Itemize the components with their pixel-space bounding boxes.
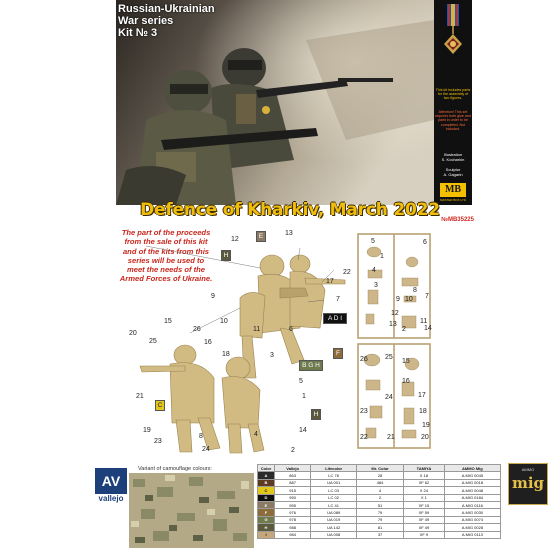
table-cell: A.MIG 0045 (444, 472, 500, 479)
color-code-cell: D (258, 494, 275, 501)
color-label-adi: A D I (323, 313, 347, 324)
color-code-cell: C (258, 487, 275, 494)
part-number-15: 15 (164, 318, 172, 325)
color-code-cell: G (258, 516, 275, 523)
color-label-h: H (221, 250, 231, 261)
part-number-19: 19 (143, 427, 151, 434)
sprue-number-6: 6 (423, 239, 427, 246)
table-cell: X 24 (404, 487, 445, 494)
sprue-number-15: 15 (402, 358, 410, 365)
table-cell: 988 (275, 524, 311, 531)
sprue-number-23: 23 (360, 408, 368, 415)
part-number-9: 9 (211, 293, 215, 300)
table-cell: XF 49 (404, 524, 445, 531)
color-code-cell: A (258, 472, 275, 479)
sprue-number-4: 4 (372, 267, 376, 274)
table-cell: 4 (357, 487, 404, 494)
sprue-diagram (352, 230, 436, 452)
table-row (258, 494, 501, 501)
sprue-number-7: 7 (425, 293, 429, 300)
table-header-cell: TAMIYA (404, 465, 445, 472)
sprue-number-10: 10 (405, 296, 413, 303)
table-cell: LC 03 (311, 487, 357, 494)
sprue-number-8: 8 (413, 287, 417, 294)
table-cell: LC 41 (311, 501, 357, 508)
vallejo-name: vallejo (98, 494, 124, 503)
part-number-4: 4 (254, 431, 258, 438)
medal-icon (440, 4, 466, 84)
table-row (258, 479, 501, 486)
masterbox-logo: MB (440, 183, 466, 197)
table-cell: LC 76 (311, 472, 357, 479)
table-cell: A.MIG 0018 (444, 479, 500, 486)
series-line-3: Kit № 3 (118, 27, 158, 39)
table-cell: 81 (357, 524, 404, 531)
table-cell: XF 62 (404, 479, 445, 486)
table-cell: 484 (357, 479, 404, 486)
table-row (258, 531, 501, 538)
camouflage-variant-label: Variant of camouflage colours: (138, 466, 212, 472)
sprue-number-12: 12 (391, 310, 399, 317)
table-cell: XF 49 (404, 516, 445, 523)
table-row (258, 524, 501, 531)
color-label-c: C (155, 400, 165, 411)
table-cell: 79 (357, 509, 404, 516)
part-number-16: 16 (204, 339, 212, 346)
side-panel (434, 0, 472, 205)
part-number-2: 2 (291, 447, 295, 454)
illustration-label: Illustration (443, 152, 463, 157)
table-cell: X 1 (404, 494, 445, 501)
series-line-1: Russian-Ukrainian (118, 3, 215, 15)
table-header-cell: Mr. Color (357, 465, 404, 472)
part-number-7: 7 (336, 296, 340, 303)
part-number-10: 10 (220, 318, 228, 325)
sprue-number-17: 17 (418, 392, 426, 399)
sprue-number-14: 14 (424, 325, 432, 332)
sprue-number-18: 18 (419, 408, 427, 415)
table-cell: A.MIG 0028 (444, 524, 500, 531)
sprue-number-20: 20 (421, 434, 429, 441)
part-number-6: 6 (289, 326, 293, 333)
sprue-number-16: 16 (402, 378, 410, 385)
sprue-number-25: 25 (385, 354, 393, 361)
sprue-number-26: 26 (360, 356, 368, 363)
ammo-mig-logo (508, 463, 548, 506)
table-cell: A.MIG 0113 (444, 531, 500, 538)
part-number-25: 25 (149, 338, 157, 345)
part-number-23: 23 (154, 438, 162, 445)
ammo-name: mig (511, 474, 545, 492)
box-artwork (116, 0, 434, 205)
table-cell: 863 (275, 472, 311, 479)
table-cell: UA 142 (311, 524, 357, 531)
ammo-sub: AMMO (521, 467, 535, 472)
table-row (258, 501, 501, 508)
series-line-2: War series (118, 15, 174, 27)
table-cell: UA 019 (311, 516, 357, 523)
color-code-cell: F (258, 509, 275, 516)
includes-text: This kit includes parts for the assembly of two figures. (435, 88, 471, 101)
vallejo-icon: AV (95, 468, 127, 494)
sprue-number-22: 22 (360, 434, 368, 441)
sprue-number-11: 11 (420, 318, 428, 325)
sprue-number-19: 19 (422, 422, 430, 429)
table-cell: UA 001 (311, 479, 357, 486)
camouflage-swatch (129, 473, 254, 548)
table-row (258, 509, 501, 516)
part-number-17: 17 (326, 278, 334, 285)
vallejo-logo (93, 468, 129, 510)
table-cell: UA 008 (311, 531, 357, 538)
table-cell: A.MIG 0074 (444, 516, 500, 523)
table-cell: 915 (275, 487, 311, 494)
sprue-number-3: 3 (374, 282, 378, 289)
table-cell: 976 (275, 509, 311, 516)
kit-title: Defence of Kharkiv, March 2022 (140, 200, 440, 220)
table-header-cell: Vallejo (275, 465, 311, 472)
table-cell: A.MIG 0116 (444, 501, 500, 508)
part-number-5: 5 (299, 378, 303, 385)
table-cell: XF 9 (404, 531, 445, 538)
table-row (258, 487, 501, 494)
table-cell: X 18 (404, 472, 445, 479)
sprue-number-9: 9 (396, 296, 400, 303)
table-header-cell: AMMO Mig (444, 465, 500, 472)
table-header-row (258, 465, 501, 472)
part-number-12: 12 (231, 236, 239, 243)
table-cell: 950 (275, 494, 311, 501)
sprue-number-13: 13 (389, 321, 397, 328)
product-code: №MB35225 (441, 217, 474, 223)
illustration-name: S. Kocharkin (441, 157, 465, 162)
color-code-cell: H (258, 524, 275, 531)
table-cell: 79 (357, 516, 404, 523)
color-label-bgh: B G H (299, 360, 323, 371)
sculptor-label: Sculptor (445, 167, 461, 172)
color-code-cell: B (258, 479, 275, 486)
part-number-1: 1 (302, 393, 306, 400)
part-number-11: 11 (253, 326, 261, 333)
table-cell: A.MIG 0030 (444, 509, 500, 516)
sprue-number-1: 1 (380, 253, 384, 260)
color-code-cell: E (258, 501, 275, 508)
proceeds-note: The part of the proceeds from the sale of this kit and of the kits from this series will be used to meet the needs of the Armed Forces of Ukraine. (119, 228, 213, 284)
table-cell: UA 089 (311, 509, 357, 516)
color-label-f: F (333, 348, 343, 359)
table-cell: A.MIG 0048 (444, 487, 500, 494)
sprue-number-21: 21 (387, 434, 395, 441)
table-cell: XF 15 (404, 501, 445, 508)
part-number-24: 24 (202, 446, 210, 453)
table-cell: 978 (275, 516, 311, 523)
part-number-20: 20 (129, 330, 137, 337)
table-cell: LC 02 (311, 494, 357, 501)
paint-reference-table (257, 464, 501, 539)
color-label-h2: H (311, 409, 321, 420)
table-row (258, 516, 501, 523)
part-number-3: 3 (270, 352, 274, 359)
color-code-cell: I (258, 531, 275, 538)
table-cell: XF 59 (404, 509, 445, 516)
table-header-cell: Lifecolor (311, 465, 357, 472)
part-number-14: 14 (299, 427, 307, 434)
sculptor-name: A. Gagarin (443, 172, 463, 177)
table-cell: 984 (275, 531, 311, 538)
part-number-21: 21 (136, 393, 144, 400)
sprue-number-2: 2 (402, 326, 406, 333)
table-row (258, 472, 501, 479)
part-number-18: 18 (222, 351, 230, 358)
sprue-number-5: 5 (371, 238, 375, 245)
table-cell: 955 (275, 501, 311, 508)
table-cell: 37 (357, 531, 404, 538)
sprue-number-24: 24 (385, 394, 393, 401)
color-label-e: E (256, 231, 266, 242)
masterbox-caption: MASTER BOX LTD (440, 198, 466, 202)
attention-text: Attention! This set requires both glue and paint in order to be completed. Not included. (435, 110, 471, 131)
table-cell: 51 (357, 501, 404, 508)
part-number-26: 26 (193, 326, 201, 333)
part-number-22: 22 (343, 269, 351, 276)
part-number-13: 13 (285, 230, 293, 237)
table-cell: 887 (275, 479, 311, 486)
table-cell: 2 (357, 494, 404, 501)
part-number-8: 8 (199, 433, 203, 440)
table-cell: 28 (357, 472, 404, 479)
table-header-cell: Color (258, 465, 275, 472)
table-cell: A.MIG 0184 (444, 494, 500, 501)
